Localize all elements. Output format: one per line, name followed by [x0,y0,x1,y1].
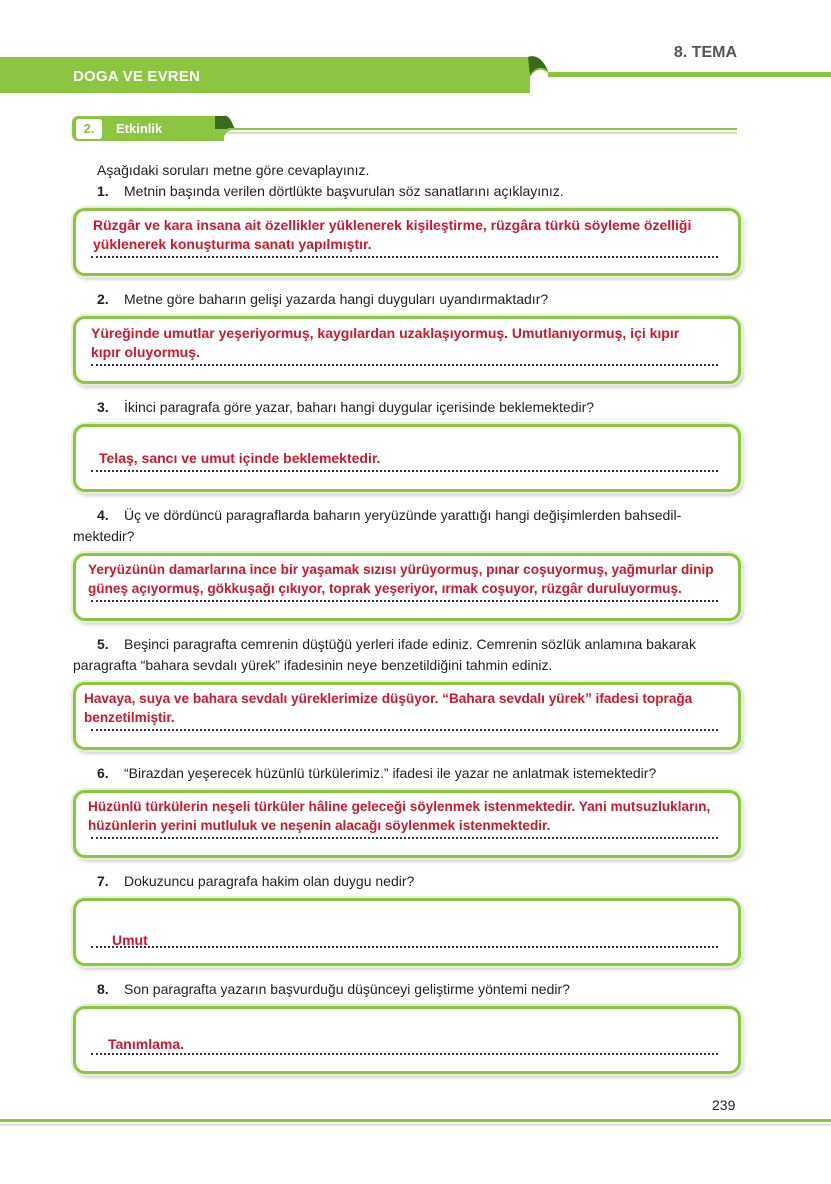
answer-5-line-1: Havaya, suya ve bahara sevdalı yüreklerimize düşüyor. “Bahara sevdalı yürek” ifadesi toprağa [84,691,693,706]
question-4 [97,505,681,526]
question-4-continued: mektedir? [73,528,135,544]
question-text: Dokuzuncu paragrafa hakim olan duygu nedir? [124,873,415,889]
footer-rule [0,1119,831,1122]
question-5 [97,634,696,655]
question-7 [97,871,414,892]
question-text: İkinci paragrafa göre yazar, baharı hangi duygular içerisinde beklemektedir? [124,399,595,415]
question-text: Metnin başında verilen dörtlükte başvurulan söz sanatlarını açıklayınız. [124,183,564,199]
question-3 [97,397,594,418]
answer-line [91,256,718,258]
question-text: Üç ve dördüncü paragraflarda baharın yeryüzünde yarattığı hangi değişimlerden bahsedil- [124,507,682,523]
activity-label: Etkinlik [116,121,163,136]
question-number: 8. [97,981,109,997]
question-number: 5. [97,636,109,652]
answer-line [91,729,718,731]
instructions: Aşağıdaki soruları metne göre cevaplayınız. [97,162,370,178]
question-1 [97,181,564,202]
answer-4-line-2: güneş açıyormuş, gökkuşağı çıkıyor, toprak yeşeriyor, ırmak coşuyor, rüzgâr duruluyormuş. [88,581,682,596]
answer-3-line-1: Telaş, sancı ve umut içinde beklemektedir. [99,450,381,466]
answer-box-7 [73,898,741,966]
question-text: Son paragrafta yazarın başvurduğu düşünceyi geliştirme yöntemi nedir? [124,981,570,997]
answer-8-line-1: Tanımlama. [108,1036,184,1052]
page-number: 239 [712,1097,736,1113]
question-number: 2. [97,291,109,307]
theme-label: 8. TEMA [673,44,737,61]
answer-line [91,364,718,366]
footer-rule-light [0,1124,831,1126]
question-5-continued: paragrafta “bahara sevdalı yürek” ifadesinin neye benzetildiğini tahmin ediniz. [73,657,553,673]
question-number: 4. [97,507,109,523]
answer-line [91,837,718,839]
header-curve-decoration [490,55,550,95]
answer-4-line-1: Yeryüzünün damarlarına ince bir yaşamak sızısı yürüyormuş, pınar coşuyormuş, yağmurlar dinip [88,562,714,577]
answer-line [91,600,718,602]
answer-2-line-2: kıpır oluyormuş. [91,344,200,360]
question-text: “Birazdan yeşerecek hüzünlü türkülerimiz.” ifadesi ile yazar ne anlatmak istemektedir? [124,765,657,781]
question-number: 7. [97,873,109,889]
question-2 [97,289,548,310]
answer-1-line-2: yüklenerek konuşturma sanatı yapılmıştır. [93,236,372,252]
activity-number: 2. [76,119,102,139]
question-8 [97,979,570,1000]
answer-line [91,946,718,948]
question-number: 1. [97,183,109,199]
answer-line [91,1053,718,1055]
answer-7-line-1: Umut [112,932,148,948]
question-text: Metne göre baharın gelişi yazarda hangi duyguları uyandırmaktadır? [124,291,549,307]
activity-rule [228,128,737,130]
answer-6-line-2: hüzünlerin yerini mutluluk ve neşenin alacağı söylenmek istenmektedir. [88,818,551,833]
question-number: 6. [97,765,109,781]
question-text: Beşinci paragrafta cemrenin düştüğü yerleri ifade ediniz. Cemrenin sözlük anlamına bakarak [124,636,696,652]
question-number: 3. [97,399,109,415]
answer-6-line-1: Hüzünlü türkülerin neşeli türküler hâline geleceği söylenmek istenmektedir. Yani mutsuzlukların, [88,799,711,814]
section-title: DOGA VE EVREN [73,68,201,85]
activity-rule-light [228,132,737,134]
answer-1-line-1: Rüzgâr ve kara insana ait özellikler yüklenerek kişileştirme, rüzgâra türkü söyleme özelliği [93,217,692,233]
answer-2-line-1: Yüreğinde umutlar yeşeriyormuş, kaygılardan uzaklaşıyormuş. Umutlanıyormuş, içi kıpır [91,325,680,341]
header-rule [548,72,831,77]
answer-5-line-2: benzetilmiştir. [84,710,175,725]
question-6 [97,763,656,784]
answer-line [91,470,718,472]
